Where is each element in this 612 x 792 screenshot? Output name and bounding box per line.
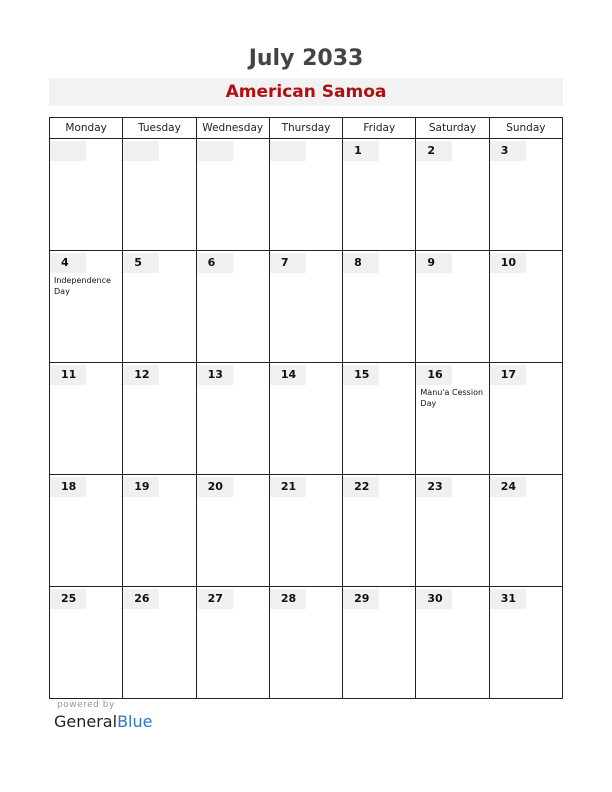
day-cell — [50, 251, 123, 363]
day-number: 10 — [490, 253, 526, 273]
day-cell — [489, 475, 562, 587]
day-cell — [416, 251, 489, 363]
day-number: 20 — [197, 477, 233, 497]
day-cell — [489, 139, 562, 251]
day-cell — [123, 587, 196, 699]
day-cell — [489, 363, 562, 475]
empty-day-cell — [196, 139, 269, 251]
day-cell — [416, 475, 489, 587]
empty-day-cell — [123, 139, 196, 251]
day-number: 9 — [416, 253, 452, 273]
day-number: 7 — [270, 253, 306, 273]
weekday-header: Tuesday — [123, 118, 196, 139]
week-row — [50, 251, 563, 363]
day-cell — [489, 251, 562, 363]
day-cell — [196, 475, 269, 587]
day-number: 13 — [197, 365, 233, 385]
powered-by-label: powered by — [57, 700, 115, 710]
day-number: 31 — [490, 589, 526, 609]
day-cell — [196, 251, 269, 363]
day-number: 18 — [50, 477, 86, 497]
generalblue-logo[interactable] — [54, 712, 152, 731]
holiday-label: Independence Day — [54, 276, 111, 296]
day-cell — [269, 475, 342, 587]
weekday-header: Wednesday — [196, 118, 269, 139]
day-cell — [416, 139, 489, 251]
day-cell — [416, 587, 489, 699]
weekday-header: Thursday — [269, 118, 342, 139]
day-number: 26 — [123, 589, 159, 609]
day-number: 15 — [343, 365, 379, 385]
weekday-header: Friday — [343, 118, 416, 139]
day-number: 23 — [416, 477, 452, 497]
week-row — [50, 139, 563, 251]
day-number: 29 — [343, 589, 379, 609]
day-cell — [343, 251, 416, 363]
day-number: 12 — [123, 365, 159, 385]
day-number: 6 — [197, 253, 233, 273]
day-cell — [343, 363, 416, 475]
day-cell — [50, 587, 123, 699]
day-number: 5 — [123, 253, 159, 273]
day-number: 16 — [416, 365, 452, 385]
weekday-header: Sunday — [489, 118, 562, 139]
day-cell — [416, 363, 489, 475]
day-number: 28 — [270, 589, 306, 609]
day-number: 21 — [270, 477, 306, 497]
day-number: 22 — [343, 477, 379, 497]
day-number: 3 — [490, 141, 526, 161]
region-banner — [49, 78, 563, 106]
logo-general-text: General — [54, 712, 118, 731]
day-number — [270, 141, 306, 161]
weekday-header-row — [50, 118, 563, 139]
week-row — [50, 587, 563, 699]
day-cell — [269, 363, 342, 475]
day-cell — [123, 363, 196, 475]
empty-day-cell — [269, 139, 342, 251]
day-number: 30 — [416, 589, 452, 609]
day-number — [197, 141, 233, 161]
day-cell — [50, 475, 123, 587]
day-number: 11 — [50, 365, 86, 385]
day-number: 2 — [416, 141, 452, 161]
day-number — [50, 141, 86, 161]
day-number: 14 — [270, 365, 306, 385]
day-cell — [343, 475, 416, 587]
week-row — [50, 475, 563, 587]
day-cell — [343, 139, 416, 251]
empty-day-cell — [50, 139, 123, 251]
day-cell — [123, 251, 196, 363]
day-number: 19 — [123, 477, 159, 497]
day-number: 24 — [490, 477, 526, 497]
region-name: American Samoa — [225, 82, 387, 102]
day-cell — [269, 251, 342, 363]
day-number — [123, 141, 159, 161]
day-cell — [50, 363, 123, 475]
day-cell — [196, 587, 269, 699]
week-row — [50, 363, 563, 475]
day-cell — [196, 363, 269, 475]
logo-blue-text: Blue — [117, 712, 153, 731]
calendar-title: July 2033 — [248, 46, 364, 71]
day-number: 8 — [343, 253, 379, 273]
day-number: 1 — [343, 141, 379, 161]
day-cell — [343, 587, 416, 699]
day-number: 4 — [50, 253, 86, 273]
day-number: 27 — [197, 589, 233, 609]
day-cell — [123, 475, 196, 587]
day-number: 17 — [490, 365, 526, 385]
holiday-label: Manu'a Cession Day — [420, 388, 484, 408]
weekday-header: Monday — [50, 118, 123, 139]
month-calendar — [49, 117, 563, 699]
day-number: 25 — [50, 589, 86, 609]
weekday-header: Saturday — [416, 118, 489, 139]
day-cell — [489, 587, 562, 699]
day-cell — [269, 587, 342, 699]
